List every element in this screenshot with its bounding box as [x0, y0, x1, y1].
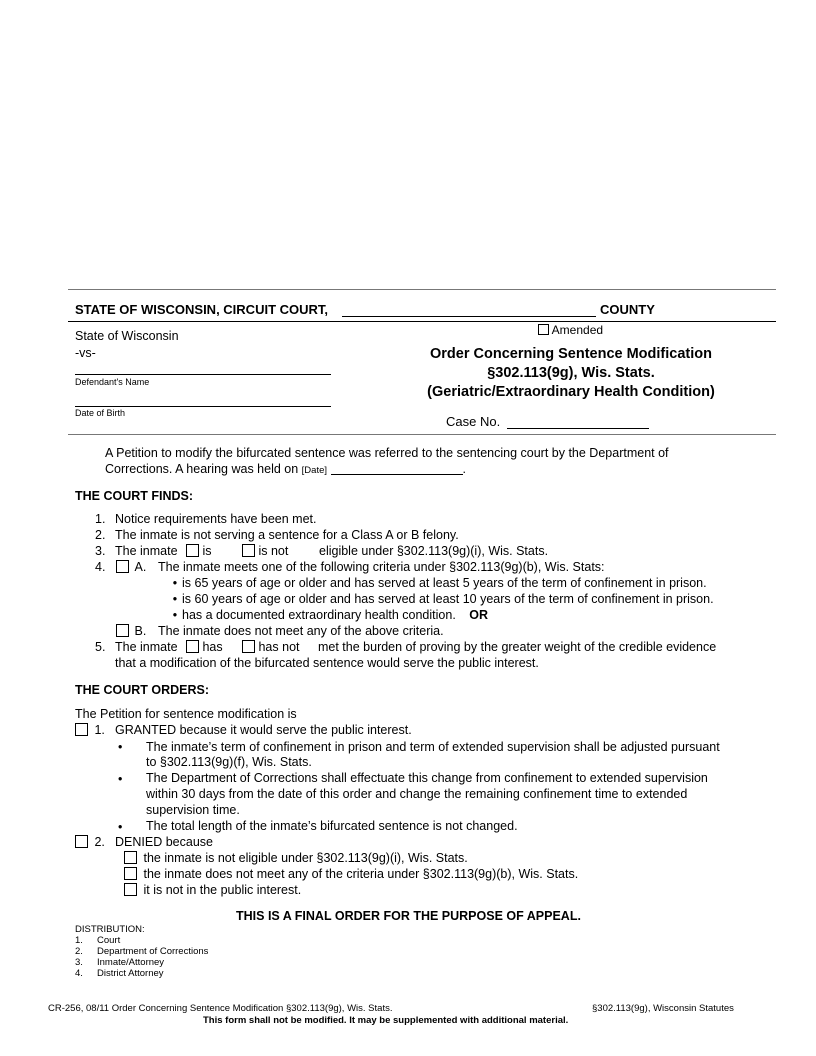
- denied-checkbox[interactable]: [75, 835, 88, 848]
- case-no-field[interactable]: [507, 414, 649, 429]
- denied-reason-option[interactable]: [124, 883, 301, 897]
- top-rule: [68, 289, 776, 290]
- denied-label: DENIED: [115, 835, 163, 849]
- criteria-text: has a documented extraordinary health condition.: [182, 608, 456, 622]
- granted-bullet-icon: •: [118, 772, 123, 786]
- finding-5-has-label: has: [202, 640, 223, 654]
- finding-3-num: 3.: [95, 544, 106, 558]
- criteria-item: [168, 576, 707, 590]
- finding-2: The inmate is not serving a sentence for a Class A or B felony.: [115, 528, 459, 542]
- defendant-name-label: Defendant's Name: [75, 377, 150, 387]
- finding-5-text: The inmate: [115, 640, 178, 654]
- dob-label: Date of Birth: [75, 408, 126, 418]
- denied-line: [115, 835, 213, 849]
- finding-4a-letter: A.: [134, 560, 147, 574]
- finding-3-isnot-checkbox[interactable]: [242, 544, 255, 557]
- granted-bullet-text: The inmate’s term of confinement in prison and term of extended supervision shall be adjusted pursuant: [146, 740, 720, 754]
- case-no-label: Case No.: [446, 414, 501, 429]
- or-label: OR: [469, 608, 489, 622]
- intro-period: .: [462, 462, 466, 476]
- bullet-icon: •: [172, 576, 178, 590]
- county-field[interactable]: [342, 302, 596, 317]
- finding-5-line2: that a modification of the bifurcated sentence would serve the public interest.: [115, 656, 539, 670]
- header-rule: [68, 321, 776, 322]
- denied-reason-checkbox[interactable]: [124, 867, 137, 880]
- findings-heading: THE COURT FINDS:: [75, 489, 194, 503]
- finding-2-num: 2.: [95, 528, 106, 542]
- finding-3-text: The inmate: [115, 544, 178, 558]
- finding-4a-checkbox[interactable]: [116, 560, 129, 573]
- distribution-label: District Attorney: [97, 968, 164, 979]
- finding-5-hasnot-checkbox[interactable]: [242, 640, 255, 653]
- finding-4a-text: The inmate meets one of the following criteria under §302.113(9g)(b), Wis. Stats:: [158, 560, 605, 574]
- criteria-item: [168, 608, 488, 622]
- finding-5-num: 5.: [95, 640, 106, 654]
- distribution-label: Court: [97, 935, 121, 946]
- granted-checkbox[interactable]: [75, 723, 88, 736]
- denied-reason-text: the inmate does not meet any of the criteria under §302.113(9g)(b), Wis. Stats.: [143, 867, 579, 881]
- finding-1: Notice requirements have been met.: [115, 512, 317, 526]
- distribution-num: 2.: [75, 946, 83, 957]
- distribution-heading: DISTRIBUTION:: [75, 924, 145, 935]
- finding-4-num: 4.: [95, 560, 106, 574]
- finding-3-isnot-option[interactable]: [242, 544, 288, 558]
- finding-5-has-checkbox[interactable]: [186, 640, 199, 653]
- county-label: COUNTY: [600, 302, 655, 317]
- form-title-line3: (Geriatric/Extraordinary Health Condition): [427, 384, 715, 400]
- bullet-icon: •: [172, 608, 178, 622]
- finding-5-has-option[interactable]: [186, 640, 223, 654]
- bullet-icon: •: [172, 592, 178, 606]
- denied-reason-option[interactable]: [124, 851, 468, 865]
- finding-4b-checkbox[interactable]: [116, 624, 129, 637]
- denied-reason-option[interactable]: [124, 867, 578, 881]
- finding-3-is-label: is: [202, 544, 212, 558]
- distribution-label: Department of Corrections: [97, 946, 209, 957]
- granted-bullet-text: The total length of the inmate’s bifurcated sentence is not changed.: [146, 819, 518, 833]
- intro-line2: [105, 462, 466, 476]
- granted-label: GRANTED: [115, 723, 177, 737]
- modification-notice: This form shall not be modified. It may be supplemented with additional material.: [203, 1015, 569, 1026]
- finding-4b-text: The inmate does not meet any of the above criteria.: [158, 624, 444, 638]
- granted-line: [115, 723, 412, 737]
- denied-reason-text: it is not in the public interest.: [143, 883, 302, 897]
- distribution-item: [75, 957, 164, 968]
- finding-3-is-option[interactable]: [186, 544, 212, 558]
- distribution-num: 3.: [75, 957, 83, 968]
- hearing-date-label: [Date]: [301, 465, 328, 476]
- denied-option[interactable]: [75, 835, 105, 849]
- orders-intro: The Petition for sentence modification is: [75, 707, 297, 721]
- finding-1-num: 1.: [95, 512, 106, 526]
- amended-option[interactable]: [538, 323, 603, 337]
- criteria-text: is 60 years of age or older and has served at least 10 years of the term of confinement in prison.: [182, 592, 714, 606]
- distribution-item: [75, 946, 208, 957]
- granted-bullet-icon: •: [118, 740, 123, 754]
- granted-bullet-icon: •: [118, 820, 123, 834]
- granted-option[interactable]: [75, 723, 105, 737]
- granted-bullet-text: supervision time.: [146, 803, 240, 817]
- statute-reference: §302.113(9g), Wisconsin Statutes: [592, 1003, 734, 1014]
- granted-bullet-text: within 30 days from the date of this order and change the remaining confinement time to extended: [146, 787, 688, 801]
- hearing-date-field[interactable]: [331, 463, 463, 475]
- orders-heading: THE COURT ORDERS:: [75, 683, 210, 697]
- distribution-label: Inmate/Attorney: [97, 957, 165, 968]
- criteria-item: [168, 592, 714, 606]
- distribution-num: 1.: [75, 935, 83, 946]
- granted-bullet-text: The Department of Corrections shall effectuate this change from confinement to extended supervision: [146, 771, 708, 785]
- finding-5-hasnot-option[interactable]: [242, 640, 300, 654]
- distribution-item: [75, 935, 120, 946]
- criteria-text: is 65 years of age or older and has served at least 5 years of the term of confinement in prison.: [182, 576, 707, 590]
- state-court-label: STATE OF WISCONSIN, CIRCUIT COURT,: [75, 302, 329, 317]
- final-order-notice: THIS IS A FINAL ORDER FOR THE PURPOSE OF APPEAL.: [236, 909, 581, 923]
- denied-num: 2.: [94, 835, 105, 849]
- finding-4b-letter: B.: [134, 624, 147, 638]
- finding-5-hasnot-label: has not: [258, 640, 300, 654]
- granted-text: because it would serve the public interest.: [179, 723, 412, 737]
- form-id: CR-256, 08/11 Order Concerning Sentence Modification §302.113(9g), Wis. Stats.: [48, 1003, 393, 1014]
- finding-4a-option[interactable]: [116, 560, 146, 574]
- finding-4b-option[interactable]: [116, 624, 146, 638]
- finding-3-is-checkbox[interactable]: [186, 544, 199, 557]
- distribution-num: 4.: [75, 968, 83, 979]
- denied-reason-text: the inmate is not eligible under §302.113(9g)(i), Wis. Stats.: [143, 851, 468, 865]
- denied-reason-checkbox[interactable]: [124, 883, 137, 896]
- header-bottom-rule: [68, 434, 776, 435]
- distribution-item: [75, 968, 164, 979]
- defendant-name-field[interactable]: [75, 364, 331, 375]
- form-title-line1: Order Concerning Sentence Modification: [430, 346, 712, 362]
- granted-num: 1.: [94, 723, 105, 737]
- finding-3-tail: eligible under §302.113(9g)(i), Wis. Stats.: [319, 544, 549, 558]
- plaintiff-name: State of Wisconsin: [75, 329, 179, 343]
- intro-line2-text: Corrections. A hearing was held on: [105, 462, 299, 476]
- denied-reason-checkbox[interactable]: [124, 851, 137, 864]
- intro-line1: A Petition to modify the bifurcated sentence was referred to the sentencing court by the Department of: [105, 446, 669, 460]
- finding-5-tail: met the burden of proving by the greater weight of the credible evidence: [318, 640, 717, 654]
- vs-label: -vs-: [75, 346, 96, 360]
- dob-field[interactable]: [75, 396, 331, 407]
- finding-3-isnot-label: is not: [258, 544, 289, 558]
- granted-bullet-text: to §302.113(9g)(f), Wis. Stats.: [146, 755, 312, 769]
- denied-text: because: [165, 835, 213, 849]
- amended-checkbox[interactable]: [538, 324, 549, 335]
- form-title-line2: §302.113(9g), Wis. Stats.: [487, 365, 655, 381]
- amended-label: Amended: [551, 323, 604, 337]
